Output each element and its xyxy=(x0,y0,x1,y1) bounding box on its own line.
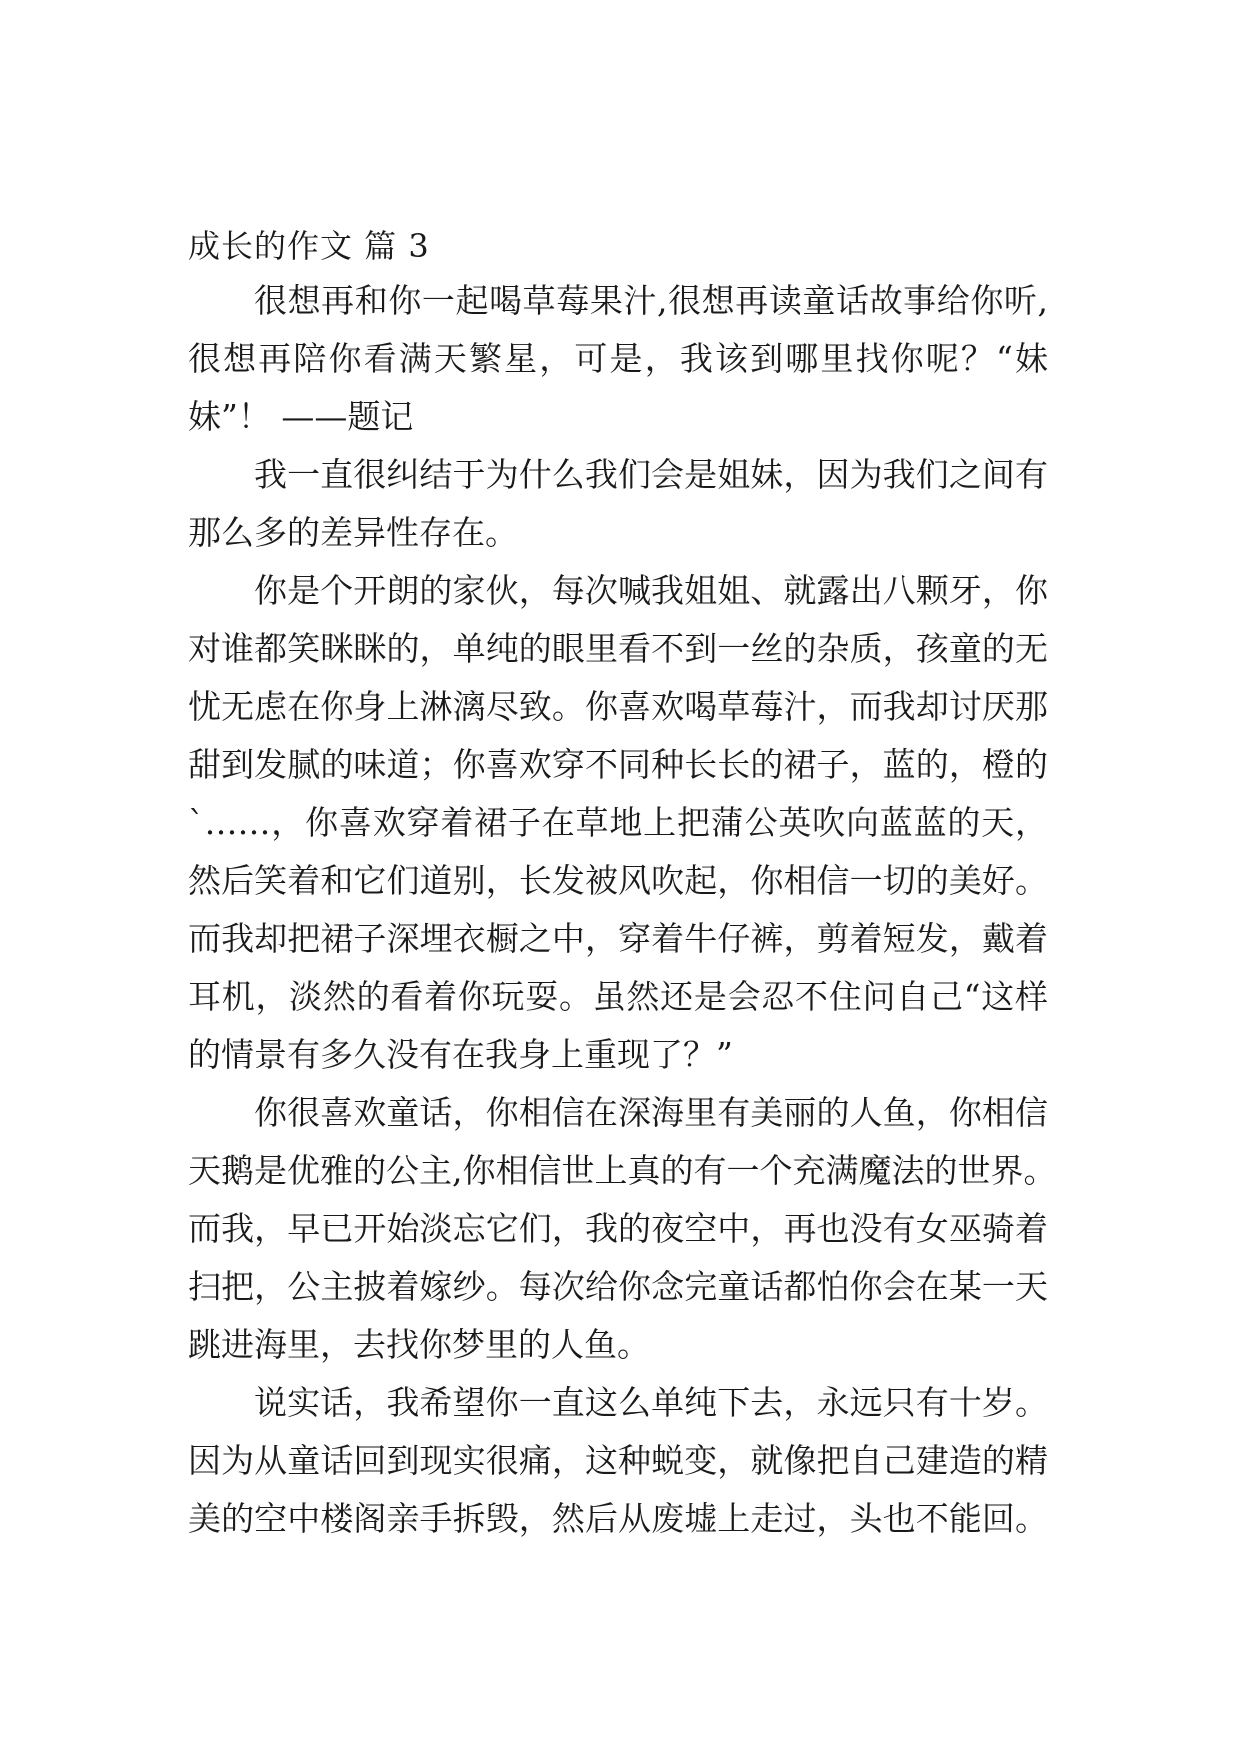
paragraph-4-line-2: 天鹅是优雅的公主,你相信世上真的有一个充满魔法的世界。 xyxy=(188,1151,1057,1190)
paragraph-4-line-5: 跳进海里，去找你梦里的人鱼。 xyxy=(188,1325,650,1364)
paragraph-3-line-3: 忧无虑在你身上淋漓尽致。你喜欢喝草莓汁，而我却讨厌那 xyxy=(188,687,1048,726)
paragraph-1-line-3: 妹”！ ——题记 xyxy=(188,397,414,436)
document-title: 成长的作文 篇 3 xyxy=(188,227,430,265)
document-body xyxy=(188,272,1088,1548)
paragraph-3-line-2: 对谁都笑眯眯的，单纯的眼里看不到一丝的杂质，孩童的无 xyxy=(188,629,1048,668)
paragraph-3-line-9: 的情景有多久没有在我身上重现了？” xyxy=(188,1035,733,1074)
paragraph-5-line-3: 美的空中楼阁亲手拆毁，然后从废墟上走过，头也不能回。 xyxy=(188,1499,1048,1538)
paragraph-2-line-2: 那么多的差异性存在。 xyxy=(188,513,518,552)
paragraph-3-line-5: `……，你喜欢穿着裙子在草地上把蒲公英吹向蓝蓝的天， xyxy=(188,803,1048,842)
paragraph-1-line-2: 很想再陪你看满天繁星，可是，我该到哪里找你呢？“妹 xyxy=(188,339,1048,378)
paragraph-1-line-1: 很想再和你一起喝草莓果汁,很想再读童话故事给你听, xyxy=(254,281,1048,320)
paragraph-3-line-8: 耳机，淡然的看着你玩耍。虽然还是会忍不住问自己“这样 xyxy=(188,977,1048,1016)
paragraph-3-line-6: 然后笑着和它们道别，长发被风吹起，你相信一切的美好。 xyxy=(188,861,1048,900)
paragraph-3-line-4: 甜到发腻的味道；你喜欢穿不同种长长的裙子，蓝的，橙的 xyxy=(188,745,1048,784)
paragraph-5-line-1: 说实话，我希望你一直这么单纯下去，永远只有十岁。 xyxy=(254,1383,1048,1422)
paragraph-3-line-7: 而我却把裙子深埋衣橱之中，穿着牛仔裤，剪着短发，戴着 xyxy=(188,919,1048,958)
paragraph-3-line-1: 你是个开朗的家伙，每次喊我姐姐、就露出八颗牙，你 xyxy=(254,571,1048,610)
paragraph-5-line-2: 因为从童话回到现实很痛，这种蜕变，就像把自己建造的精 xyxy=(188,1441,1048,1480)
paragraph-4-line-4: 扫把，公主披着嫁纱。每次给你念完童话都怕你会在某一天 xyxy=(188,1267,1048,1306)
paragraph-4-line-1: 你很喜欢童话，你相信在深海里有美丽的人鱼，你相信 xyxy=(254,1093,1048,1132)
paragraph-4-line-3: 而我，早已开始淡忘它们，我的夜空中，再也没有女巫骑着 xyxy=(188,1209,1048,1248)
paragraph-2-line-1: 我一直很纠结于为什么我们会是姐妹，因为我们之间有 xyxy=(254,455,1048,494)
